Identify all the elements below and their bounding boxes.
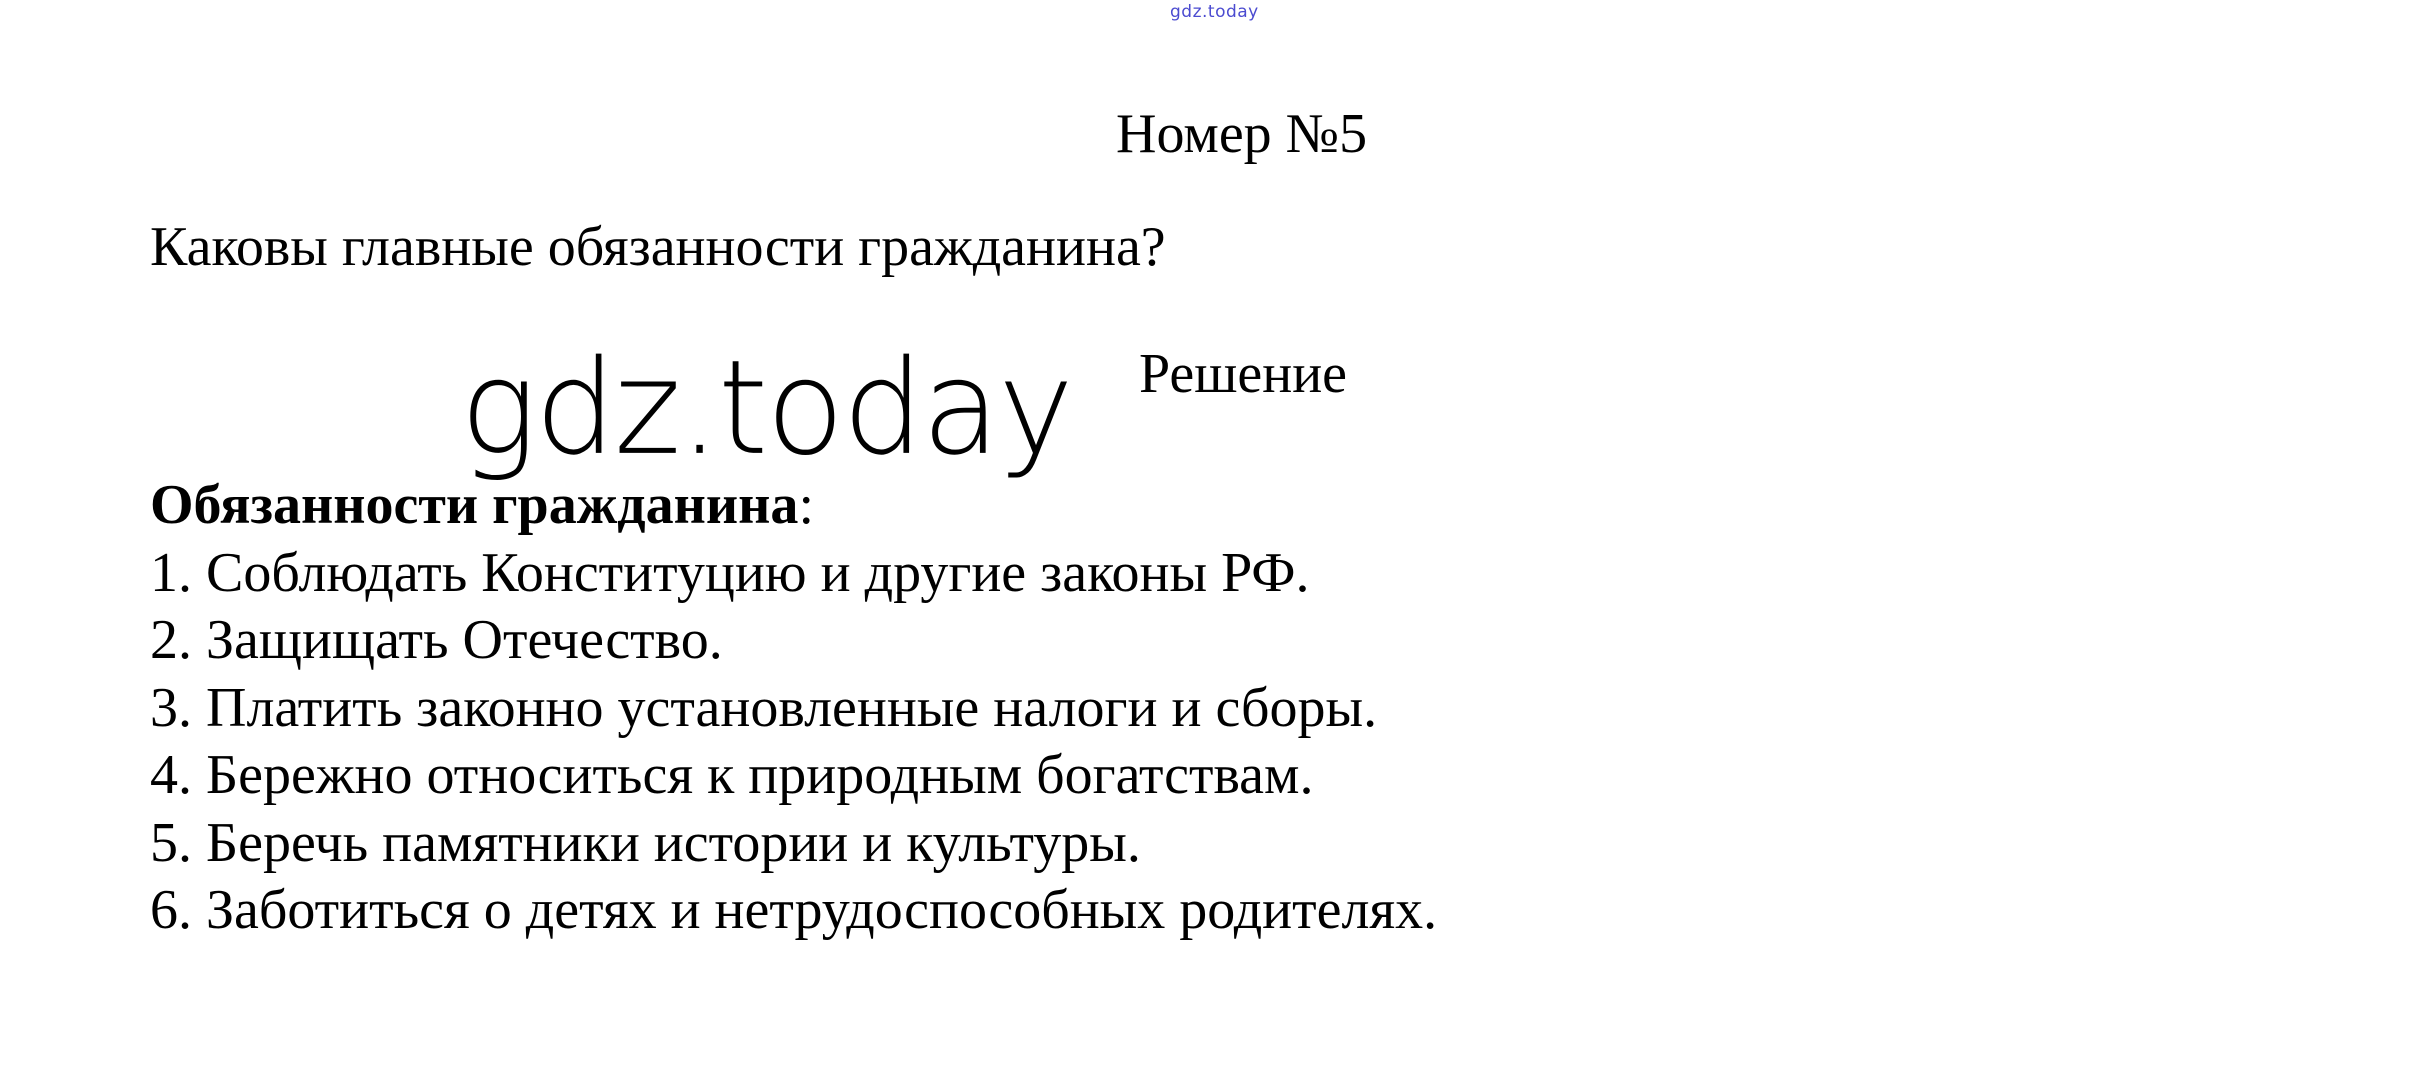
duties-title-colon: :: [798, 474, 814, 536]
duty-item-5: 5. Беречь памятники истории и культуры.: [150, 811, 1141, 874]
question-text: Каковы главные обязанности гражданина?: [150, 216, 1166, 278]
top-watermark: gdz.today: [1170, 2, 1259, 22]
duty-item-1: 1. Соблюдать Конституцию и другие законы РФ.: [150, 541, 1310, 604]
duty-item-3: 3. Платить законно установленные налоги и сборы.: [150, 676, 1378, 739]
duty-item-2: 2. Защищать Отечество.: [150, 609, 723, 671]
exercise-number-heading: Номер №5: [1116, 103, 1368, 165]
duty-item-4: 4. Бережно относиться к природным богатствам.: [150, 744, 1314, 806]
solution-heading: Решение: [1139, 343, 1348, 405]
duties-title-line: [150, 472, 1437, 540]
duties-title: Обязанности гражданина: [150, 474, 799, 536]
watermark-logo: gdz.today: [460, 332, 1072, 485]
duty-item-6: 6. Заботиться о детях и нетрудоспособных родителях.: [150, 879, 1438, 941]
duties-list: [150, 472, 1437, 945]
